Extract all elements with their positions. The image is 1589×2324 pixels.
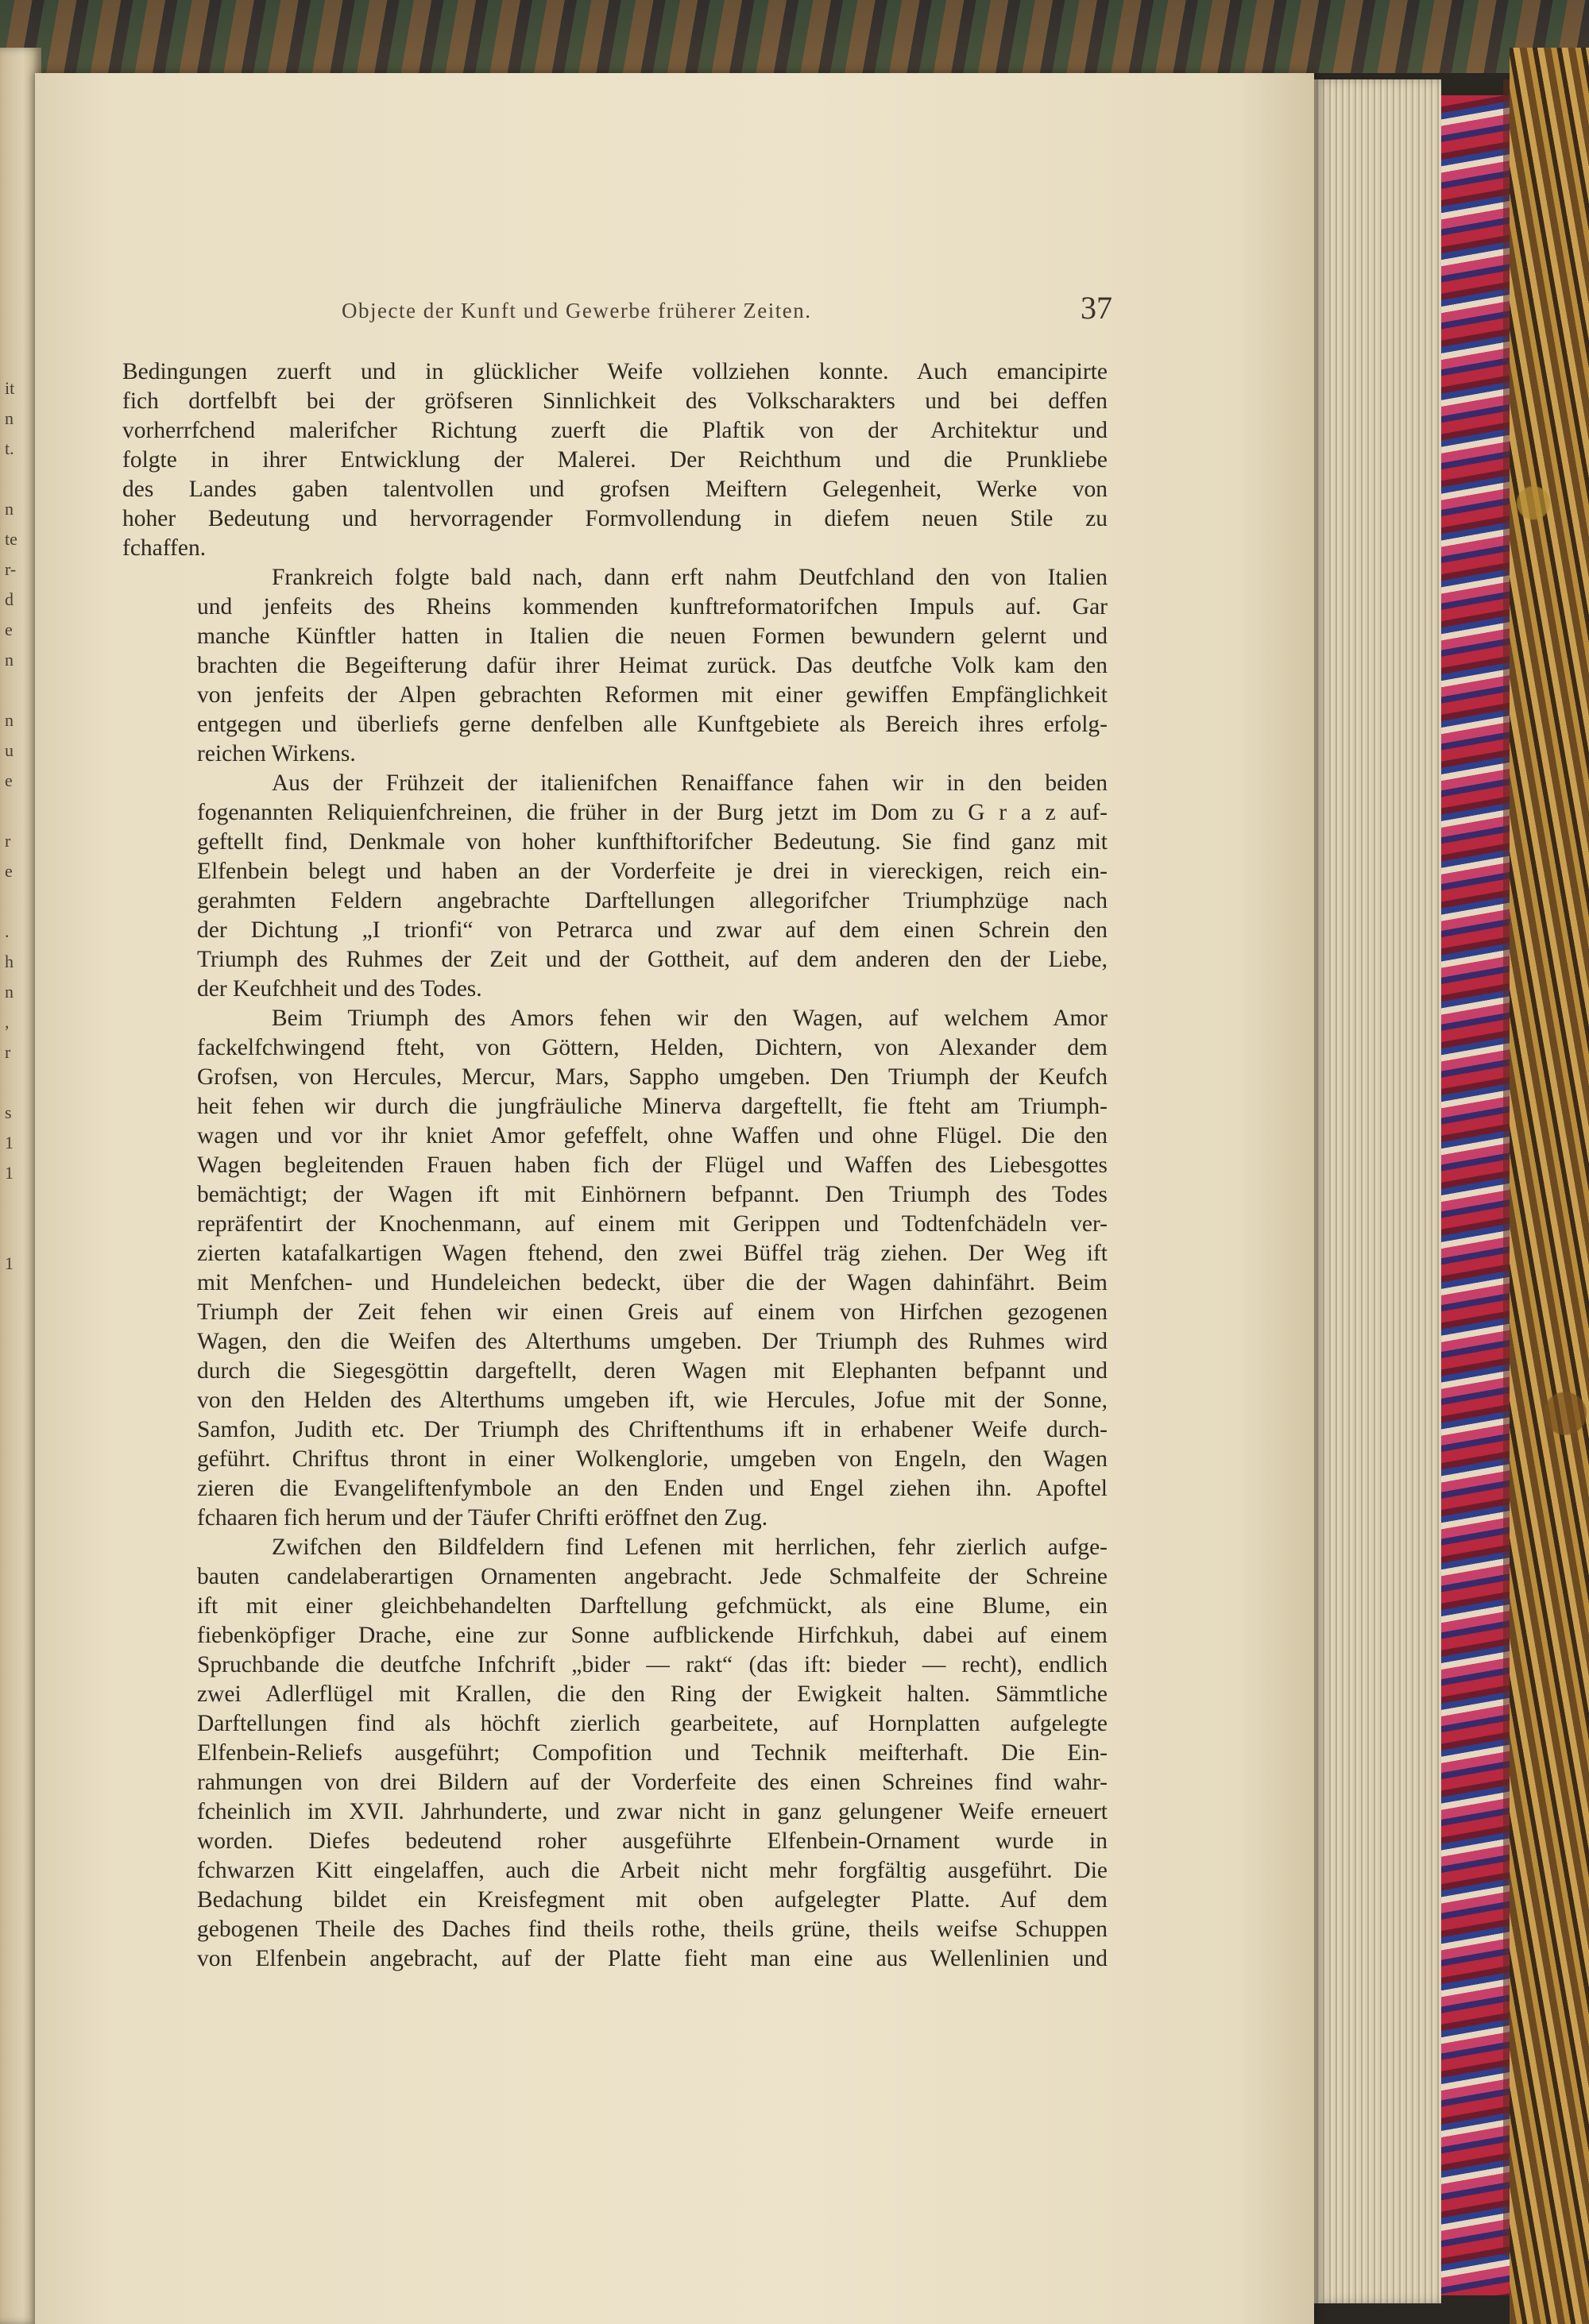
left-page-fragment: n bbox=[5, 710, 14, 730]
text-line: Elfenbein-Reliefs ausgeführt; Compofition und Technik meifterhaft. Die Ein- bbox=[197, 1740, 1108, 1766]
text-line: Triumph der Zeit fehen wir einen Greis auf einem von Hirfchen gezogenen bbox=[197, 1299, 1108, 1325]
left-page-fragment: t. bbox=[5, 438, 14, 458]
left-page-fragment: s bbox=[5, 1102, 12, 1122]
text-line: bauten candelaberartigen Ornamenten angebracht. Jede Schmalfeite der Schreine bbox=[197, 1564, 1108, 1589]
text-line: entgegen und überliefs gerne denfelben alle Kunftgebiete als Bereich ihres erfolg- bbox=[197, 712, 1108, 737]
text-line: fchaaren fich herum und der Täufer Chrifti eröffnet den Zug. bbox=[197, 1505, 768, 1531]
text-line: heit fehen wir durch die jungfräuliche Minerva dargeftellt, fie fteht am Triumph- bbox=[197, 1094, 1108, 1119]
text-line: des Landes gaben talentvollen und grofsen Meiftern Gelegenheit, Werke von bbox=[122, 477, 1108, 502]
text-line: fackelfchwingend fteht, von Göttern, Helden, Dichtern, von Alexander dem bbox=[197, 1035, 1108, 1060]
text-line: Frankreich folgte bald nach, dann erft nahm Deutfchland den von Italien bbox=[272, 565, 1108, 590]
page-edge-stack bbox=[1314, 79, 1441, 2303]
text-line: Wagen begleitenden Frauen haben fich der Flügel und Waffen des Liebesgottes bbox=[197, 1152, 1108, 1178]
book-cover-top bbox=[0, 0, 1589, 73]
text-line: manche Künftler hatten in Italien die neuen Formen bewundern gelernt und bbox=[197, 623, 1108, 649]
text-line: zwei Adlerflügel mit Krallen, die den Ring der Ewigkeit halten. Sämmtliche bbox=[197, 1681, 1108, 1707]
marbled-cover-board bbox=[1510, 48, 1589, 2324]
text-line: zieren die Evangeliftenfymbole an den Enden und Engel ziehen ihn. Apoftel bbox=[197, 1476, 1108, 1501]
text-line: Triumph des Ruhmes der Zeit und der Gottheit, auf dem anderen den der Liebe, bbox=[197, 947, 1108, 972]
text-line: fich dortfelbft bei der gröfseren Sinnlichkeit des Volkscharakters und bei deffen bbox=[122, 388, 1108, 414]
text-line: wagen und vor ihr kniet Amor gefeffelt, ohne Waffen und ohne Flügel. Die den bbox=[197, 1123, 1108, 1148]
left-page-fragment: r bbox=[5, 1042, 11, 1062]
text-line: fiebenköpfiger Drache, eine zur Sonne aufblickende Hirfchkuh, dabei auf einem bbox=[197, 1623, 1108, 1648]
text-line: von den Helden des Alterthums umgeben ift, wie Hercules, Jofue mit der Sonne, bbox=[197, 1388, 1108, 1413]
left-page-fragment: n bbox=[5, 982, 14, 1002]
text-line: Aus der Frühzeit der italienifchen Renaiffance fahen wir in den beiden bbox=[272, 770, 1108, 796]
paragraph bbox=[122, 563, 1108, 769]
left-page-fragment: e bbox=[5, 861, 13, 881]
paragraph bbox=[122, 357, 1108, 563]
running-title: Objecte der Kunft und Gewerbe früherer Zeiten. bbox=[342, 299, 812, 322]
left-page-fragment bbox=[5, 886, 33, 917]
left-page-fragment: e bbox=[5, 770, 13, 790]
left-page-fragment: it bbox=[5, 378, 15, 398]
text-line: der Keufchheit und des Todes. bbox=[197, 976, 482, 1002]
text-line: folgte in ihrer Entwicklung der Malerei. Der Reichthum und die Prunkliebe bbox=[122, 447, 1108, 473]
text-line: reichen Wirkens. bbox=[197, 741, 356, 766]
text-line: brachten die Begeifterung dafür ihrer Heimat zurück. Das deutfche Volk kam den bbox=[197, 653, 1108, 678]
page-number: 37 bbox=[1081, 290, 1112, 326]
text-line: geführt. Chriftus thront in einer Wolkenglorie, umgeben von Engeln, den Wagen bbox=[197, 1446, 1108, 1472]
text-line: repräfentirt der Knochenmann, auf einem mit Gerippen und Todtenfchädeln ver- bbox=[197, 1211, 1108, 1237]
text-line: Zwifchen den Bildfeldern find Lefenen mit herrlichen, fehr zierlich aufge- bbox=[272, 1535, 1108, 1560]
left-page-fragment: u bbox=[5, 740, 14, 760]
text-line: fcheinlich im XVII. Jahrhunderte, und zwar nicht in ganz gelungener Weife erneuert bbox=[197, 1799, 1108, 1824]
left-page-fragment bbox=[5, 796, 33, 826]
text-line: hoher Bedeutung und hervorragender Formvollendung in diefem neuen Stile zu bbox=[122, 506, 1108, 531]
text-line: gebogenen Theile des Daches find theils rothe, theils grüne, theils weifse Schuppen bbox=[197, 1917, 1108, 1942]
text-line: Bedingungen zuerft und in glücklicher Weife vollziehen konnte. Auch emancipirte bbox=[122, 359, 1108, 384]
text-line: zierten katafalkartigen Wagen ftehend, den zwei Büffel träg ziehen. Der Weg ift bbox=[197, 1241, 1108, 1266]
left-page-fragment: . bbox=[5, 921, 10, 941]
left-page-fragment: 1 bbox=[5, 1163, 14, 1183]
left-page-fragment bbox=[5, 1218, 33, 1249]
text-line: Bedachung bildet ein Kreisfegment mit oben aufgelegter Platte. Auf dem bbox=[197, 1887, 1108, 1913]
text-line: worden. Diefes bedeutend roher ausgeführte Elfenbein-Ornament wurde in bbox=[197, 1828, 1108, 1854]
text-line: gerahmten Feldern angebrachte Darftellungen allegorifcher Triumphzüge nach bbox=[197, 888, 1108, 913]
text-line: Wagen, den die Weifen des Alterthums umgeben. Der Triumph des Ruhmes wird bbox=[197, 1329, 1108, 1354]
text-line: ift mit einer gleichbehandelten Darftellung gefchmückt, als eine Blume, ein bbox=[197, 1593, 1108, 1619]
text-line: geftellt find, Denkmale von hoher kunfthiftorifcher Bedeutung. Sie find ganz mit bbox=[197, 829, 1108, 855]
paragraph bbox=[122, 769, 1108, 1004]
left-page-fragment bbox=[5, 1188, 33, 1218]
left-page-fragment: h bbox=[5, 952, 14, 971]
left-page-fragment: n bbox=[5, 499, 14, 519]
text-line: Spruchbande die deutfche Infchrift „bider — rakt“ (das ift: bieder — recht), endlich bbox=[197, 1652, 1108, 1677]
text-line: fogenannten Reliquienfchreinen, die früher in der Burg jetzt im Dom zu G r a z auf- bbox=[197, 800, 1108, 825]
left-page-fragment: n bbox=[5, 408, 14, 428]
left-page-fragment: , bbox=[5, 1012, 10, 1032]
left-page-fragment bbox=[5, 675, 33, 705]
text-line: und jenfeits des Rheins kommenden kunftreformatorifchen Impuls auf. Gar bbox=[197, 594, 1108, 620]
text-line: rahmungen von drei Bildern auf der Vorderfeite des einen Schreines find wahr- bbox=[197, 1770, 1108, 1795]
body-text bbox=[122, 357, 1108, 1974]
left-page-fragment: r bbox=[5, 831, 11, 851]
paragraph bbox=[122, 1004, 1108, 1533]
text-line: von Elfenbein angebracht, auf der Platte fieht man eine aus Wellenlinien und bbox=[197, 1946, 1108, 1971]
text-line: Samfon, Judith etc. Der Triumph des Chriftenthums ift in erhabener Weife durch- bbox=[197, 1417, 1108, 1442]
left-page-fragment: e bbox=[5, 620, 13, 639]
text-line: fchaffen. bbox=[122, 535, 207, 561]
left-page-text-fragments bbox=[5, 373, 33, 1279]
text-line: Darftellungen find als höchft zierlich gearbeitete, auf Hornplatten aufgelegte bbox=[197, 1711, 1108, 1736]
left-page-fragment: 1 bbox=[5, 1253, 14, 1273]
marbled-fore-edge bbox=[1441, 95, 1510, 2295]
left-page-fragment: n bbox=[5, 650, 14, 670]
text-line: vorherrfchend malerifcher Richtung zuerft die Plaftik von der Architektur und bbox=[122, 418, 1108, 443]
left-page-fragment: r- bbox=[5, 559, 17, 579]
text-line: bemächtigt; der Wagen ift mit Einhörnern befpannt. Den Triumph des Todes bbox=[197, 1182, 1108, 1207]
text-line: mit Menfchen- und Hundeleichen bedeckt, über die der Wagen dahinfährt. Beim bbox=[197, 1270, 1108, 1295]
text-line: Elfenbein belegt und haben an der Vorderfeite je drei in viereckigen, reich ein- bbox=[197, 859, 1108, 884]
text-line: von jenfeits der Alpen gebrachten Reformen mit einer gewiffen Empfänglichkeit bbox=[197, 682, 1108, 708]
text-line: der Dichtung „I trionfi“ von Petrarca und zwar auf dem einen Schrein den bbox=[197, 917, 1108, 943]
left-page-fragment: te bbox=[5, 529, 17, 549]
left-page-fragment: 1 bbox=[5, 1133, 14, 1152]
text-line: Beim Triumph des Amors fehen wir den Wagen, auf welchem Amor bbox=[272, 1006, 1108, 1031]
text-line: durch die Siegesgöttin dargeftellt, deren Wagen mit Elephanten befpannt und bbox=[197, 1358, 1108, 1384]
text-line: fchwarzen Kitt eingelaffen, auch die Arbeit nicht mehr forgfältig ausgeführt. Die bbox=[197, 1858, 1108, 1883]
left-page-fragment bbox=[5, 1067, 33, 1098]
left-page-fragment bbox=[5, 464, 33, 494]
page-header bbox=[119, 292, 1112, 340]
left-page-fragment: d bbox=[5, 589, 14, 609]
text-line: Grofsen, von Hercules, Mercur, Mars, Sappho umgeben. Den Triumph der Keufch bbox=[197, 1064, 1108, 1090]
paragraph bbox=[122, 1533, 1108, 1974]
